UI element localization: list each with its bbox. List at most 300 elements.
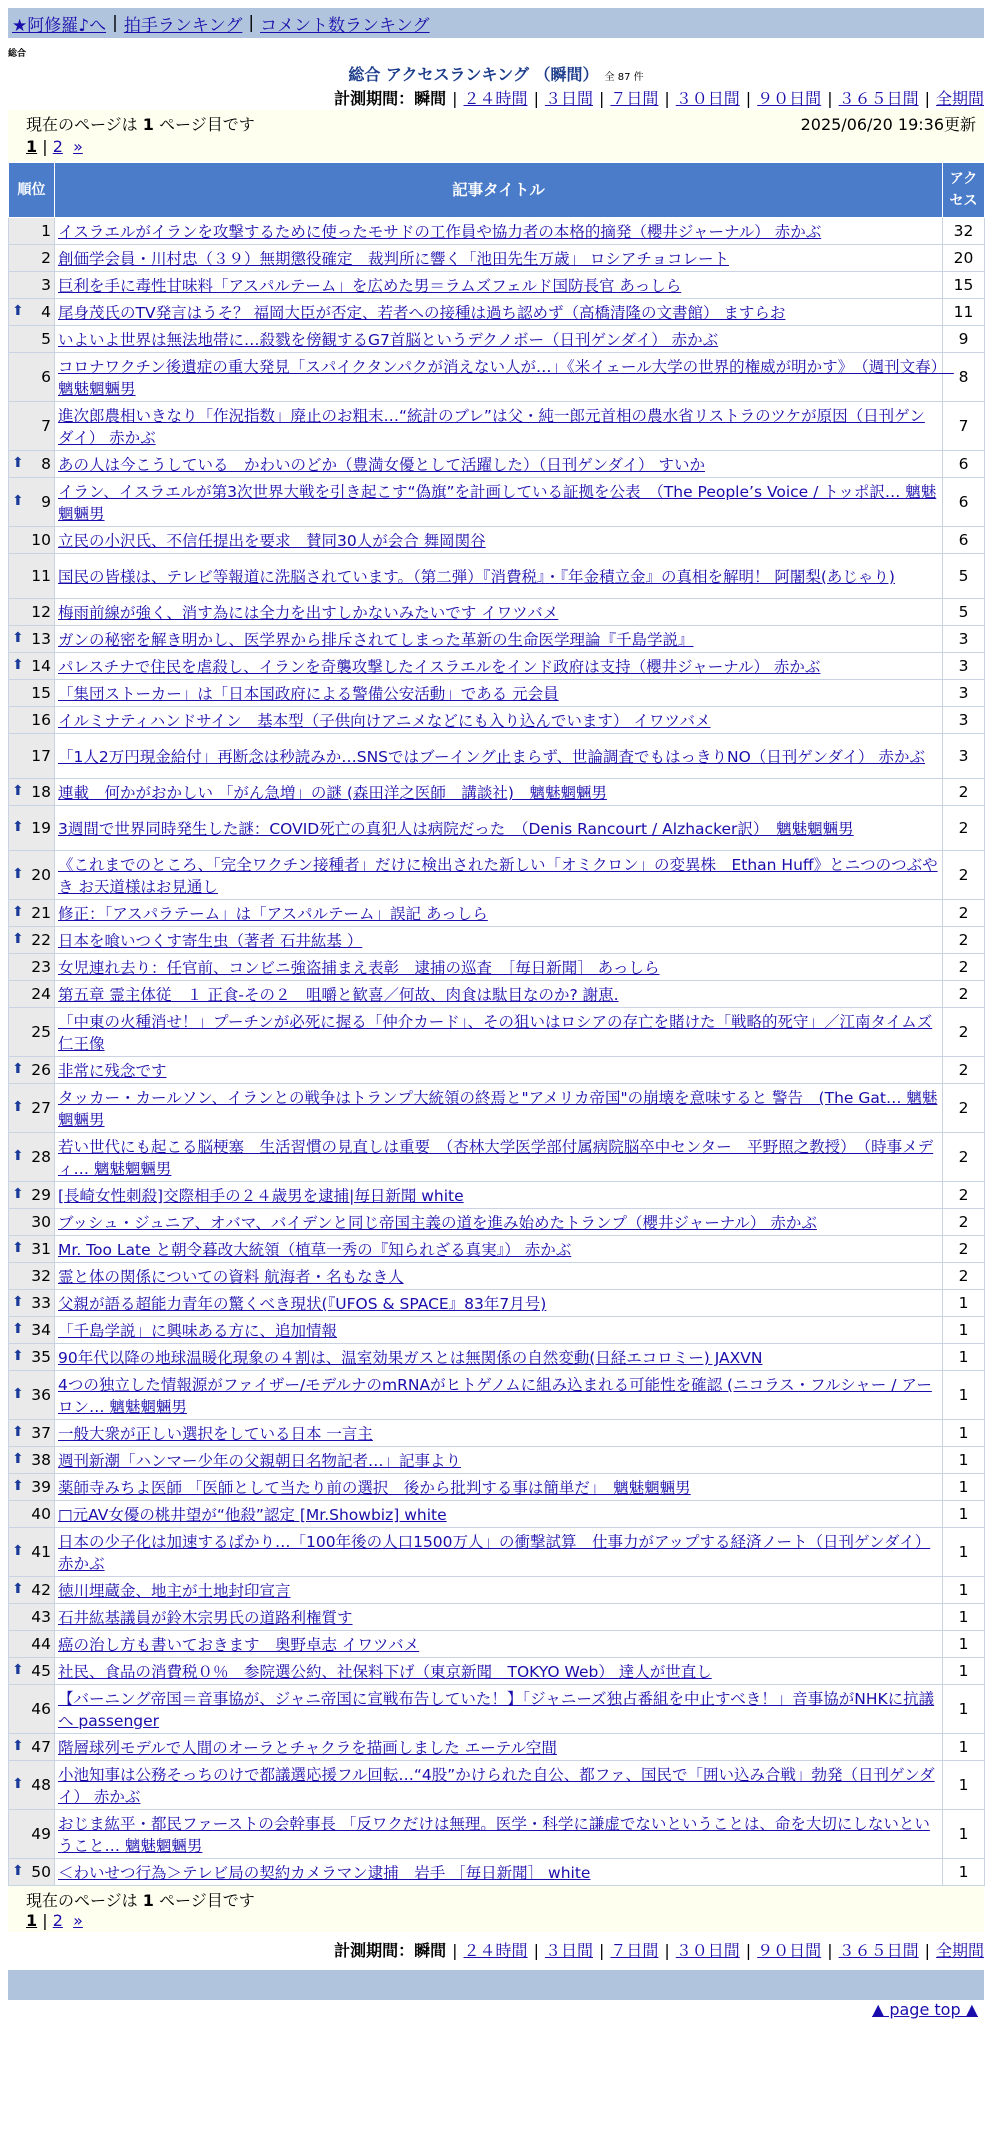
article-link[interactable]: いよいよ世界は無法地帯に…殺戮を傍観するG7首脳というデクノボー（日刊ゲンダイ） 赤かぶ xyxy=(58,331,719,349)
table-row xyxy=(9,353,985,402)
access-count: 1 xyxy=(943,1604,985,1631)
access-count: 1 xyxy=(943,1859,985,1886)
up-arrow-icon: ⬆ xyxy=(12,493,24,509)
article-link[interactable]: [長崎女性刺殺]交際相手の２４歳男を逮捕|毎日新聞 white xyxy=(58,1187,464,1205)
period-separator: | xyxy=(827,89,833,108)
period-option-link[interactable]: ９０日間 xyxy=(757,1941,822,1960)
access-count: 8 xyxy=(943,353,985,402)
period-option-link[interactable]: ３０日間 xyxy=(675,1941,740,1960)
rank-cell xyxy=(9,1761,55,1810)
rank-number: 42 xyxy=(31,1581,51,1599)
rank-number: 27 xyxy=(31,1099,51,1117)
title-cell xyxy=(55,1236,943,1263)
rank-number: 18 xyxy=(31,783,51,801)
rank-number: 24 xyxy=(31,985,51,1003)
table-row xyxy=(9,402,985,451)
article-link[interactable]: 創価学会員・川村忠（３９）無期懲役確定 裁判所に響く「池田先生万歳」 ロシアチョコレート xyxy=(58,250,729,268)
pager-bottom xyxy=(8,1886,984,1932)
rank-cell xyxy=(9,1263,55,1290)
rank-number: 38 xyxy=(31,1451,51,1469)
article-link[interactable]: 第五章 霊主体従 １ 正食-その２ 咀嚼と歓喜／何故、肉食は駄目なのか? 謝恵. xyxy=(58,986,619,1004)
table-row xyxy=(9,1685,985,1734)
access-count: 2 xyxy=(943,927,985,954)
title-cell xyxy=(55,272,943,299)
table-row xyxy=(9,1528,985,1577)
pager-current-page: 1 xyxy=(142,115,154,134)
rank-number: 30 xyxy=(31,1213,51,1231)
title-cell xyxy=(55,1447,943,1474)
title-cell xyxy=(55,1658,943,1685)
period-option-link[interactable]: ７日間 xyxy=(610,89,659,108)
total-count: 全 87 件 xyxy=(604,72,644,83)
access-count: 1 xyxy=(943,1290,985,1317)
access-count: 1 xyxy=(943,1658,985,1685)
article-link[interactable]: 90年代以降の地球温暖化現象の４割は、温室効果ガスとは無関係の自然変動(日経エコロミー) JAXVN xyxy=(58,1349,763,1367)
rank-cell xyxy=(9,1420,55,1447)
article-link[interactable]: 週刊新潮「ハンマー少年の父親朝日名物記者…」記事より xyxy=(58,1452,462,1470)
period-separator: | xyxy=(533,89,539,108)
rank-number: 20 xyxy=(31,866,51,884)
article-link[interactable]: 階層球列モデルで人間のオーラとチャクラを描画しました エーテル空間 xyxy=(58,1739,557,1757)
article-link[interactable]: 小池知事は公務そっちのけで都議選応援フル回転…“4股”かけられた自公、都ファ、国民で「囲い込み合戦」勃発（日刊ゲンダイ） 赤かぶ xyxy=(58,1766,935,1806)
pager-text-after: ページ目です xyxy=(153,115,255,134)
rank-cell xyxy=(9,1474,55,1501)
article-link[interactable]: パレスチナで住民を虐殺し、イランを奇襲攻撃したイスラエルをインド政府は支持（櫻井ジャーナル） 赤かぶ xyxy=(58,658,821,676)
header-access: アクセス xyxy=(943,163,985,218)
article-link[interactable]: 石井紘基議員が鈴木宗男氏の道路利権質す xyxy=(58,1609,353,1627)
top-nav-bar xyxy=(8,8,984,38)
table-row xyxy=(9,1236,985,1263)
title-cell xyxy=(55,653,943,680)
access-count: 1 xyxy=(943,1371,985,1420)
access-count: 2 xyxy=(943,1008,985,1057)
title-cell xyxy=(55,1290,943,1317)
rank-cell xyxy=(9,1658,55,1685)
title-cell xyxy=(55,451,943,478)
table-row xyxy=(9,299,985,326)
access-count: 1 xyxy=(943,1631,985,1658)
page-title: 総合 アクセスランキング （瞬間） xyxy=(348,65,599,84)
rank-cell xyxy=(9,1604,55,1631)
title-cell xyxy=(55,806,943,851)
page-link-2[interactable]: 2 xyxy=(52,1911,63,1930)
article-link[interactable]: 若い世代にも起こる脳梗塞 生活習慣の見直しは重要 （杏林大学医学部付属病院脳卒中センター 平野照之教授） （時事メディ… 魑魅魍魎男 xyxy=(58,1138,934,1178)
article-link[interactable]: 一般大衆が正しい選択をしている日本 一言主 xyxy=(58,1425,373,1443)
article-link[interactable]: 3週間で世界同時発生した謎：COVID死亡の真犯人は病院だった （Denis Rancourt / Alzhacker訳） 魑魅魍魎男 xyxy=(58,820,854,838)
period-current: 瞬間 xyxy=(414,89,447,108)
access-count: 5 xyxy=(943,554,985,599)
article-link[interactable]: 霊と体の関係についての資料 航海者・名もなき人 xyxy=(58,1268,404,1286)
rank-cell xyxy=(9,299,55,326)
access-count: 1 xyxy=(943,1420,985,1447)
rank-cell xyxy=(9,734,55,779)
table-row xyxy=(9,927,985,954)
access-count: 1 xyxy=(943,1734,985,1761)
title-cell xyxy=(55,900,943,927)
access-count: 9 xyxy=(943,326,985,353)
access-count: 2 xyxy=(943,1182,985,1209)
title-cell xyxy=(55,779,943,806)
nav-separator: | xyxy=(112,13,118,33)
title-cell xyxy=(55,1317,943,1344)
nav-link-comment-ranking[interactable]: コメント数ランキング xyxy=(260,15,430,36)
up-arrow-icon: ⬆ xyxy=(12,455,24,471)
article-link[interactable]: 「集団ストーカー」は「日本国政府による警備公安活動」である 元会員 xyxy=(58,685,559,703)
article-link[interactable]: 巨利を手に毒性甘味料「アスパルテーム」を広めた男＝ラムズフェルド国防長官 あっしら xyxy=(58,277,682,295)
period-separator: | xyxy=(745,89,752,108)
rank-number: 44 xyxy=(31,1635,51,1653)
period-option-link[interactable]: ７日間 xyxy=(610,1941,659,1960)
access-count: 2 xyxy=(943,1084,985,1133)
rank-cell xyxy=(9,1236,55,1263)
title-cell xyxy=(55,402,943,451)
rank-number: 46 xyxy=(31,1700,51,1718)
title-cell xyxy=(55,218,943,245)
article-link[interactable]: 国民の皆様は、テレビ等報道に洗脳されています。（第二弾）『消費税』・『年金積立金』の真相を解明！ 阿闍梨(あじゃり) xyxy=(58,568,895,586)
table-row xyxy=(9,1501,985,1528)
up-arrow-icon: ⬆ xyxy=(12,1321,24,1337)
rank-number: 33 xyxy=(31,1294,51,1312)
table-row xyxy=(9,1658,985,1685)
title-cell xyxy=(55,299,943,326)
article-link[interactable]: 癌の治し方も書いておきます 奥野卓志 イワツバメ xyxy=(58,1636,420,1654)
period-option-link[interactable]: ３０日間 xyxy=(675,89,740,108)
access-count: 1 xyxy=(943,1761,985,1810)
access-count: 1 xyxy=(943,1474,985,1501)
rank-cell xyxy=(9,1685,55,1734)
title-cell xyxy=(55,1501,943,1528)
access-count: 2 xyxy=(943,954,985,981)
article-link[interactable]: 社民、食品の消費税０％ 参院選公約、社保料下げ（東京新聞 TOKYO Web） 達人が世直し xyxy=(58,1663,712,1681)
up-arrow-icon: ⬆ xyxy=(12,1061,24,1077)
rank-number: 34 xyxy=(31,1321,51,1339)
rank-cell xyxy=(9,527,55,554)
article-link[interactable]: イスラエルがイランを攻撃するために使ったモサドの工作員や協力者の本格的摘発（櫻井ジャーナル） 赤かぶ xyxy=(58,223,822,241)
rank-cell xyxy=(9,779,55,806)
up-arrow-icon: ⬆ xyxy=(12,1099,24,1115)
table-row xyxy=(9,653,985,680)
table-row xyxy=(9,554,985,599)
pager-top xyxy=(8,110,984,162)
period-separator: | xyxy=(598,89,605,108)
access-count: 15 xyxy=(943,272,985,299)
rank-number: 50 xyxy=(31,1863,51,1881)
page-link-current[interactable]: 1 xyxy=(26,137,38,156)
access-count: 3 xyxy=(943,626,985,653)
pager-text-before: 現在のページは xyxy=(26,115,143,134)
title-cell xyxy=(55,1371,943,1420)
period-option-link[interactable]: 全期間 xyxy=(935,1941,984,1960)
title-cell xyxy=(55,981,943,1008)
access-count: 1 xyxy=(943,1344,985,1371)
access-count: 1 xyxy=(943,1577,985,1604)
article-link[interactable]: タッカー・カールソン、イランとの戦争はトランプ大統領の終焉と"アメリカ帝国"の崩壊を意味すると 警告 (The Gat… 魑魅魍魎男 xyxy=(58,1089,938,1129)
article-link[interactable]: 日本を喰いつくす寄生虫（著者 石井紘基 ） xyxy=(58,932,363,950)
pager-current-page: 1 xyxy=(142,1891,154,1910)
rank-number: 28 xyxy=(31,1148,51,1166)
period-option-link[interactable]: 全期間 xyxy=(935,89,984,108)
up-arrow-icon: ⬆ xyxy=(12,1386,24,1402)
article-link[interactable]: ガンの秘密を解き明かし、医学界から排斥されてしまった革新の生命医学理論『千島学説』 xyxy=(58,631,694,649)
period-option-link[interactable]: ２４時間 xyxy=(463,89,528,108)
title-cell xyxy=(55,954,943,981)
title-cell xyxy=(55,1209,943,1236)
table-row xyxy=(9,1057,985,1084)
table-row xyxy=(9,1420,985,1447)
period-option-link[interactable]: ３６５日間 xyxy=(838,1941,919,1960)
nav-link-asyura[interactable]: ★阿修羅♪へ xyxy=(12,15,107,36)
rank-number: 35 xyxy=(31,1348,51,1366)
title-cell xyxy=(55,1474,943,1501)
rank-number: 21 xyxy=(31,904,51,922)
rank-cell xyxy=(9,1209,55,1236)
table-row xyxy=(9,478,985,527)
title-cell xyxy=(55,478,943,527)
article-link[interactable]: 【バーニング帝国＝音事協が、ジャニ帝国に宣戦布告していた！】「ジャニーズ独占番組を中止すべき！」音事協がNHKに抗議へ passenger xyxy=(58,1690,935,1730)
up-arrow-icon: ⬆ xyxy=(12,931,24,947)
table-row xyxy=(9,1371,985,1420)
period-separator: | xyxy=(598,1941,605,1960)
access-count: 20 xyxy=(943,245,985,272)
access-count: 2 xyxy=(943,900,985,927)
page-link-current[interactable]: 1 xyxy=(26,1911,38,1930)
access-count: 32 xyxy=(943,218,985,245)
table-row xyxy=(9,1761,985,1810)
title-cell xyxy=(55,1604,943,1631)
period-option-link[interactable]: ９０日間 xyxy=(757,89,822,108)
article-link[interactable]: 日本の少子化は加速するばかり…「100年後の人口1500万人」の衝撃試算 仕事力がアップする経済ノート（日刊ゲンダイ） 赤かぶ xyxy=(58,1533,931,1573)
up-arrow-icon: ⬆ xyxy=(12,630,24,646)
rank-cell xyxy=(9,1084,55,1133)
rank-number: 47 xyxy=(31,1738,51,1756)
access-count: 3 xyxy=(943,653,985,680)
article-link[interactable]: コロナワクチン後遺症の重大発見「スパイクタンパクが消えない人が…」《米イェール大学の世界的権威が明かす》 （週刊文春） 魑魅魍魎男 xyxy=(58,358,954,398)
table-row xyxy=(9,272,985,299)
rank-number: 10 xyxy=(31,531,51,549)
title-cell xyxy=(55,680,943,707)
up-arrow-icon: ⬆ xyxy=(12,1662,24,1678)
table-row xyxy=(9,245,985,272)
article-link[interactable]: おじま紘平・都民ファーストの会幹事長 「反ワクだけは無理。医学・科学に謙虚でないということは、命を大切にしないということ… 魑魅魍魎男 xyxy=(58,1815,930,1855)
title-cell xyxy=(55,353,954,402)
table-row xyxy=(9,1631,985,1658)
title-cell xyxy=(55,1577,943,1604)
access-count: 3 xyxy=(943,734,985,779)
up-arrow-icon: ⬆ xyxy=(12,866,24,882)
period-option-link[interactable]: ３日間 xyxy=(544,1941,593,1960)
rank-cell xyxy=(9,851,55,900)
period-separator: | xyxy=(664,1941,670,1960)
up-arrow-icon: ⬆ xyxy=(12,657,24,673)
article-link[interactable]: 「中東の火種消せ！」プーチンが必死に握る「仲介カード」、その狙いはロシアの存亡を賭けた「戦略的死守」／江南タイムズ 仁王像 xyxy=(58,1013,933,1053)
period-separator: | xyxy=(827,1941,833,1960)
period-separator: | xyxy=(664,89,670,108)
article-link[interactable]: 立民の小沢氏、不信任提出を要求 賛同30人が会合 舞岡関谷 xyxy=(58,532,486,550)
title-cell xyxy=(55,1263,943,1290)
title-cell xyxy=(55,626,943,653)
rank-cell xyxy=(9,1371,55,1420)
rank-number: 19 xyxy=(31,819,51,837)
rank-number: 49 xyxy=(31,1825,51,1843)
title-cell xyxy=(55,1528,943,1577)
rank-cell xyxy=(9,272,55,299)
period-separator: | xyxy=(533,1941,539,1960)
article-link[interactable]: イルミナティハンドサイン 基本型（子供向けアニメなどにも入り込んでいます） イワツバメ xyxy=(58,712,711,730)
up-arrow-icon: ⬆ xyxy=(12,1581,24,1597)
access-count: 6 xyxy=(943,451,985,478)
up-arrow-icon: ⬆ xyxy=(12,1424,24,1440)
period-separator: | xyxy=(745,1941,752,1960)
up-arrow-icon: ⬆ xyxy=(12,783,24,799)
rank-cell xyxy=(9,1344,55,1371)
rank-number: 6 xyxy=(41,368,51,386)
rank-number: 41 xyxy=(31,1543,51,1561)
article-link[interactable]: 徳川埋蔵金、地主が土地封印宣言 xyxy=(58,1582,291,1600)
table-row xyxy=(9,218,985,245)
rank-cell xyxy=(9,1859,55,1886)
period-option-link[interactable]: ２４時間 xyxy=(463,1941,528,1960)
table-row xyxy=(9,1290,985,1317)
rank-number: 29 xyxy=(31,1186,51,1204)
period-selector-bottom xyxy=(334,1938,984,1961)
up-arrow-icon: ⬆ xyxy=(12,819,24,835)
rank-number: 4 xyxy=(41,303,51,321)
article-link[interactable]: 《これまでのところ、「完全ワクチン接種者」だけに検出された新しい「オミクロン」の変異株 Ethan Huff》とニつのつぶやき お天道様はお見通し xyxy=(58,856,938,896)
table-row xyxy=(9,806,985,851)
rank-cell xyxy=(9,1734,55,1761)
rank-number: 12 xyxy=(31,603,51,621)
header-title: 記事タイトル xyxy=(55,163,943,218)
article-link[interactable]: 尾身茂氏のTV発言はうそ？ 福岡大臣が否定、若者への接種は過ち認めず（高橋清隆の文書館） ますらお xyxy=(58,304,786,322)
up-arrow-icon: ⬆ xyxy=(12,1148,24,1164)
bottom-bar xyxy=(8,1970,984,2000)
rank-number: 25 xyxy=(31,1023,51,1041)
period-label: 計測期間： xyxy=(334,1941,415,1960)
table-row xyxy=(9,1577,985,1604)
article-link[interactable]: 「1人2万円現金給付」再断念は秒読みか…SNSではブーイング止まらず、世論調査でもはっきりNO（日刊ゲンダイ） 赤かぶ xyxy=(58,748,925,766)
article-link[interactable]: 連載 何かがおかしい 「がん急増」の謎 (森田洋之医師 講談社) 魑魅魍魎男 xyxy=(58,784,607,802)
table-row xyxy=(9,900,985,927)
table-row xyxy=(9,1447,985,1474)
rank-cell xyxy=(9,1317,55,1344)
nav-link-clap-ranking[interactable]: 拍手ランキング xyxy=(123,15,243,36)
table-row xyxy=(9,707,985,734)
table-row xyxy=(9,1344,985,1371)
rank-cell xyxy=(9,653,55,680)
rank-number: 11 xyxy=(31,567,51,585)
up-arrow-icon: ⬆ xyxy=(12,1294,24,1310)
title-cell xyxy=(55,1008,943,1057)
rank-cell xyxy=(9,478,55,527)
table-row xyxy=(9,1133,985,1182)
article-link[interactable]: 女児連れ去り：任官前、コンビニ強盗捕まえ表彰 逮捕の巡査 ［毎日新聞］ あっしら xyxy=(58,959,660,977)
access-count: 11 xyxy=(943,299,985,326)
article-link[interactable]: イラン、イスラエルが第3次世界大戦を引き起こす“偽旗”を計画している証拠を公表 （The People’s Voice / トッポ訳… 魑魅魍魎男 xyxy=(58,483,937,523)
rank-number: 8 xyxy=(41,455,51,473)
article-link[interactable]: 非常に残念です xyxy=(58,1062,167,1080)
table-row xyxy=(9,626,985,653)
period-separator: | xyxy=(452,89,458,108)
rank-number: 26 xyxy=(31,1061,51,1079)
article-link[interactable]: ＜わいせつ行為＞テレビ局の契約カメラマン逮捕 岩手 ［毎日新聞］ white xyxy=(58,1864,591,1882)
title-cell xyxy=(55,527,943,554)
category-label: 総合 xyxy=(8,49,27,59)
up-arrow-icon: ⬆ xyxy=(12,904,24,920)
access-count: 2 xyxy=(943,1133,985,1182)
title-cell xyxy=(55,851,943,900)
period-separator: | xyxy=(924,1941,930,1960)
title-cell xyxy=(55,734,943,779)
title-cell xyxy=(55,1631,943,1658)
article-link[interactable]: 薬師寺みちよ医師 「医師として当たり前の選択 後から批判する事は簡単だ」 魑魅魍魎男 xyxy=(58,1479,691,1497)
page-title-row xyxy=(8,62,984,85)
up-arrow-icon: ⬆ xyxy=(12,1738,24,1754)
table-row xyxy=(9,1317,985,1344)
title-cell xyxy=(55,554,943,599)
header-rank: 順位 xyxy=(9,163,55,218)
article-link[interactable]: 進次郎農相いきなり「作況指数」廃止のお粗末…“統計のブレ”は父・純一郎元首相の農水省リストラのツケが原因（日刊ゲンダイ） 赤かぶ xyxy=(58,407,925,447)
table-row xyxy=(9,680,985,707)
period-option-link[interactable]: ３日間 xyxy=(544,89,593,108)
page-link-2[interactable]: 2 xyxy=(52,137,63,156)
rank-cell xyxy=(9,1290,55,1317)
rank-number: 31 xyxy=(31,1240,51,1258)
period-label: 計測期間： xyxy=(334,89,415,108)
article-link[interactable]: 修正：「アスパラテーム」は「アスパルテーム」誤記 あっしら xyxy=(58,905,488,923)
table-row xyxy=(9,1263,985,1290)
title-cell xyxy=(55,1057,943,1084)
article-link[interactable]: 4つの独立した情報源がファイザー/モデルナのmRNAがヒトゲノムに組み込まれる可能性を確認 (ニコラス・フルシャー / アーロン… 魑魅魍魎男 xyxy=(58,1376,932,1416)
article-link[interactable]: 梅雨前線が強く、消す為には全力を出すしかないみたいです イワツバメ xyxy=(58,604,559,622)
table-row xyxy=(9,451,985,478)
rank-cell xyxy=(9,1057,55,1084)
period-separator: | xyxy=(452,1941,458,1960)
title-cell xyxy=(55,927,943,954)
article-link[interactable]: □元AV女優の桃井望が“他殺”認定 [Mr.Showbiz] white xyxy=(58,1506,447,1524)
page-link-next[interactable]: » xyxy=(73,1911,83,1930)
period-option-link[interactable]: ３６５日間 xyxy=(838,89,919,108)
table-row xyxy=(9,851,985,900)
access-count: 2 xyxy=(943,851,985,900)
article-link[interactable]: あの人は今こうしている かわいのどか（豊満女優として活躍した）（日刊ゲンダイ） すいか xyxy=(58,456,705,474)
rank-number: 23 xyxy=(31,958,51,976)
access-count: 2 xyxy=(943,806,985,851)
table-header-row xyxy=(9,163,985,218)
period-current: 瞬間 xyxy=(414,1941,447,1960)
rank-number: 7 xyxy=(41,417,51,435)
page-top-link[interactable]: ▲ page top ▲ xyxy=(871,2000,978,2019)
table-row xyxy=(9,527,985,554)
rank-cell xyxy=(9,927,55,954)
page-link-next[interactable]: » xyxy=(73,137,83,156)
article-link[interactable]: 父親が語る超能力青年の驚くべき現状(『UFOS & SPACE』83年7月号) xyxy=(58,1295,547,1313)
article-link[interactable]: Mr. Too Late と朝令暮改大統領（植草一秀の『知られざる真実』） 赤かぶ xyxy=(58,1241,572,1259)
article-link[interactable]: ブッシュ・ジュニア、オバマ、バイデンと同じ帝国主義の道を進み始めたトランプ（櫻井ジャーナル） 赤かぶ xyxy=(58,1214,817,1232)
table-row xyxy=(9,1008,985,1057)
up-arrow-icon: ⬆ xyxy=(12,1543,24,1559)
article-link[interactable]: 「千島学説」に興味ある方に、追加情報 xyxy=(58,1322,338,1340)
title-cell xyxy=(55,326,943,353)
table-row xyxy=(9,954,985,981)
rank-number: 36 xyxy=(31,1386,51,1404)
table-row xyxy=(9,981,985,1008)
up-arrow-icon: ⬆ xyxy=(12,1348,24,1364)
rank-cell xyxy=(9,1528,55,1577)
rank-cell xyxy=(9,626,55,653)
rank-number: 45 xyxy=(31,1662,51,1680)
title-cell xyxy=(55,1084,943,1133)
access-count: 6 xyxy=(943,478,985,527)
